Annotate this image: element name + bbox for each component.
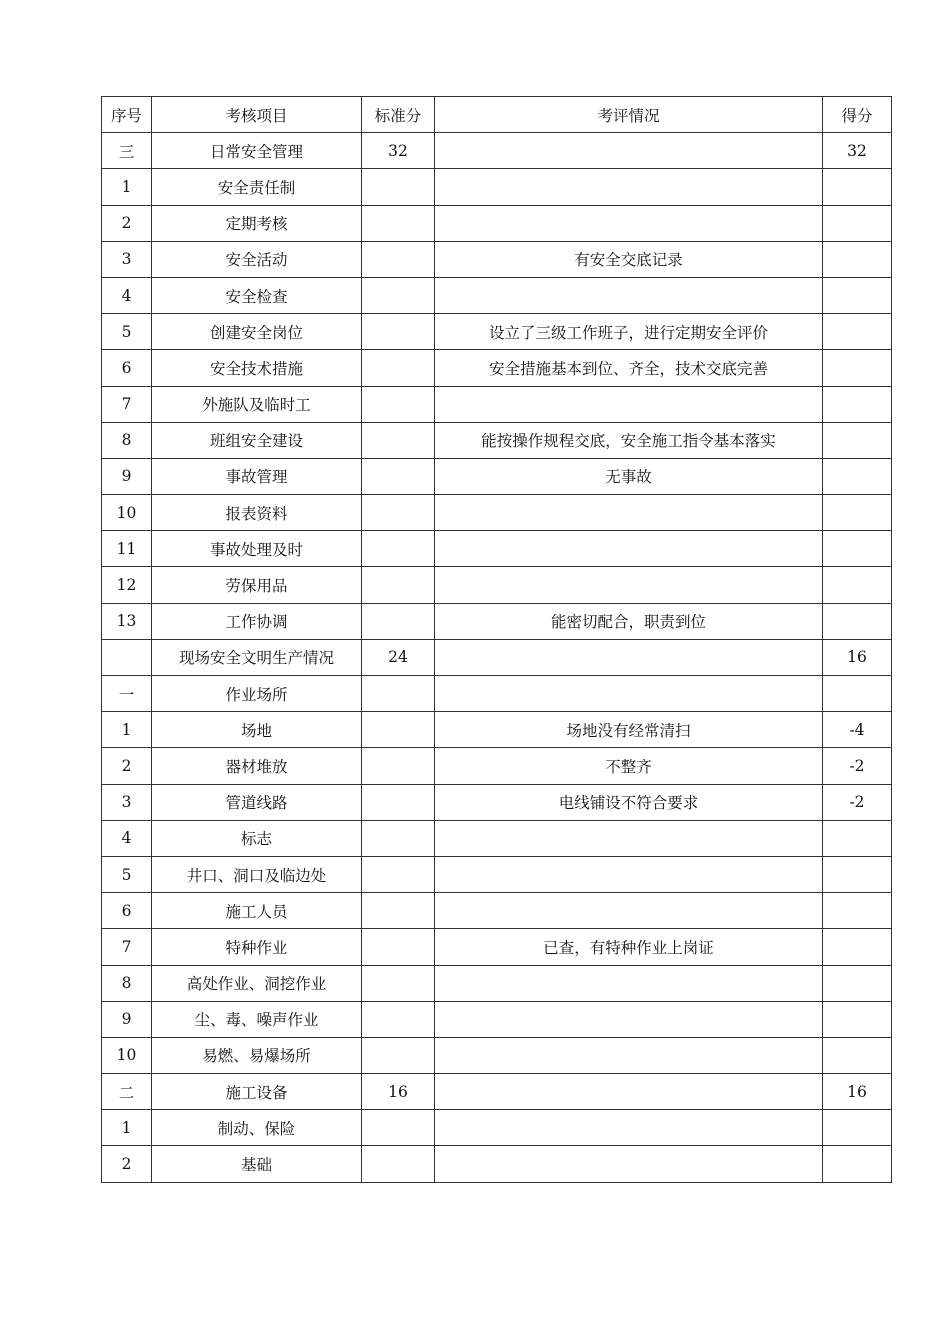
- cell-serial-no: 2: [102, 1146, 152, 1182]
- cell-assessment-item: 班组安全建设: [152, 422, 362, 458]
- cell-standard-score: [362, 748, 435, 784]
- table-row: [102, 1110, 892, 1146]
- table-row: [102, 567, 892, 603]
- cell-serial-no: 2: [102, 205, 152, 241]
- table-row: [102, 929, 892, 965]
- cell-serial-no: 11: [102, 531, 152, 567]
- cell-score: [823, 314, 892, 350]
- cell-score: -4: [823, 712, 892, 748]
- cell-assessment-item: 外施队及临时工: [152, 386, 362, 422]
- cell-serial-no: 1: [102, 1110, 152, 1146]
- table-body: [102, 133, 892, 1182]
- cell-serial-no: 3: [102, 784, 152, 820]
- cell-score: [823, 603, 892, 639]
- cell-evaluation: 有安全交底记录: [435, 241, 823, 277]
- cell-assessment-item: 制动、保险: [152, 1110, 362, 1146]
- cell-assessment-item: 现场安全文明生产情况: [152, 639, 362, 675]
- cell-serial-no: 1: [102, 712, 152, 748]
- cell-score: -2: [823, 784, 892, 820]
- cell-standard-score: [362, 205, 435, 241]
- cell-assessment-item: 高处作业、洞挖作业: [152, 965, 362, 1001]
- cell-standard-score: 24: [362, 639, 435, 675]
- cell-standard-score: [362, 495, 435, 531]
- cell-serial-no: 10: [102, 495, 152, 531]
- cell-evaluation: [435, 277, 823, 313]
- cell-evaluation: 安全措施基本到位、齐全，技术交底完善: [435, 350, 823, 386]
- cell-standard-score: [362, 603, 435, 639]
- cell-evaluation: 电线铺设不符合要求: [435, 784, 823, 820]
- table-row: [102, 241, 892, 277]
- cell-serial-no: 8: [102, 965, 152, 1001]
- cell-assessment-item: 尘、毒、噪声作业: [152, 1001, 362, 1037]
- cell-evaluation: 能密切配合，职责到位: [435, 603, 823, 639]
- cell-evaluation: 已查，有特种作业上岗证: [435, 929, 823, 965]
- cell-assessment-item: 基础: [152, 1146, 362, 1182]
- cell-serial-no: 9: [102, 458, 152, 494]
- cell-score: [823, 531, 892, 567]
- cell-evaluation: [435, 965, 823, 1001]
- cell-assessment-item: 事故处理及时: [152, 531, 362, 567]
- cell-score: 16: [823, 1074, 892, 1110]
- cell-score: [823, 893, 892, 929]
- table-header-row: [102, 97, 892, 133]
- cell-assessment-item: 劳保用品: [152, 567, 362, 603]
- table-row: [102, 893, 892, 929]
- cell-evaluation: [435, 1074, 823, 1110]
- cell-score: [823, 495, 892, 531]
- table-row: [102, 712, 892, 748]
- cell-standard-score: [362, 1037, 435, 1073]
- cell-evaluation: 无事故: [435, 458, 823, 494]
- table-row: [102, 748, 892, 784]
- cell-standard-score: [362, 386, 435, 422]
- cell-standard-score: [362, 422, 435, 458]
- cell-score: [823, 856, 892, 892]
- cell-assessment-item: 施工设备: [152, 1074, 362, 1110]
- cell-assessment-item: 安全技术措施: [152, 350, 362, 386]
- table-row: [102, 422, 892, 458]
- cell-evaluation: [435, 856, 823, 892]
- cell-standard-score: [362, 169, 435, 205]
- cell-serial-no: 9: [102, 1001, 152, 1037]
- cell-standard-score: [362, 820, 435, 856]
- table-row: [102, 277, 892, 313]
- cell-assessment-item: 井口、洞口及临边处: [152, 856, 362, 892]
- header-serial-no: 序号: [102, 97, 152, 133]
- cell-standard-score: [362, 929, 435, 965]
- cell-serial-no: 2: [102, 748, 152, 784]
- table-row: [102, 1146, 892, 1182]
- table-row: [102, 1001, 892, 1037]
- cell-score: [823, 676, 892, 712]
- cell-serial-no: 二: [102, 1074, 152, 1110]
- cell-standard-score: [362, 784, 435, 820]
- cell-serial-no: [102, 639, 152, 675]
- cell-evaluation: [435, 893, 823, 929]
- cell-assessment-item: 场地: [152, 712, 362, 748]
- cell-score: [823, 350, 892, 386]
- cell-serial-no: 5: [102, 856, 152, 892]
- cell-standard-score: [362, 277, 435, 313]
- cell-assessment-item: 工作协调: [152, 603, 362, 639]
- cell-standard-score: [362, 893, 435, 929]
- safety-assessment-table: [101, 96, 892, 1183]
- cell-serial-no: 6: [102, 350, 152, 386]
- cell-score: [823, 458, 892, 494]
- table-row: [102, 133, 892, 169]
- table-row: [102, 603, 892, 639]
- header-evaluation: 考评情况: [435, 97, 823, 133]
- cell-score: [823, 169, 892, 205]
- table-row: [102, 784, 892, 820]
- cell-assessment-item: 器材堆放: [152, 748, 362, 784]
- cell-serial-no: 12: [102, 567, 152, 603]
- table-row: [102, 350, 892, 386]
- cell-serial-no: 6: [102, 893, 152, 929]
- cell-evaluation: [435, 639, 823, 675]
- cell-score: [823, 241, 892, 277]
- cell-score: [823, 1037, 892, 1073]
- cell-score: [823, 567, 892, 603]
- cell-evaluation: [435, 1037, 823, 1073]
- cell-standard-score: [362, 567, 435, 603]
- cell-serial-no: 7: [102, 929, 152, 965]
- cell-score: [823, 277, 892, 313]
- cell-assessment-item: 易燃、易爆场所: [152, 1037, 362, 1073]
- table-row: [102, 531, 892, 567]
- cell-assessment-item: 日常安全管理: [152, 133, 362, 169]
- cell-assessment-item: 安全责任制: [152, 169, 362, 205]
- assessment-sheet: [101, 96, 891, 1183]
- table-row: [102, 314, 892, 350]
- cell-score: -2: [823, 748, 892, 784]
- cell-assessment-item: 作业场所: [152, 676, 362, 712]
- cell-serial-no: 一: [102, 676, 152, 712]
- table-row: [102, 1074, 892, 1110]
- cell-standard-score: [362, 350, 435, 386]
- cell-standard-score: 32: [362, 133, 435, 169]
- cell-assessment-item: 安全检查: [152, 277, 362, 313]
- table-row: [102, 856, 892, 892]
- cell-evaluation: 设立了三级工作班子，进行定期安全评价: [435, 314, 823, 350]
- cell-evaluation: [435, 386, 823, 422]
- cell-standard-score: [362, 531, 435, 567]
- cell-evaluation: 场地没有经常清扫: [435, 712, 823, 748]
- table-row: [102, 458, 892, 494]
- cell-evaluation: [435, 820, 823, 856]
- cell-score: [823, 1146, 892, 1182]
- table-row: [102, 965, 892, 1001]
- cell-assessment-item: 管道线路: [152, 784, 362, 820]
- cell-score: [823, 965, 892, 1001]
- cell-standard-score: [362, 1001, 435, 1037]
- header-standard-score: 标准分: [362, 97, 435, 133]
- cell-evaluation: [435, 1001, 823, 1037]
- cell-assessment-item: 标志: [152, 820, 362, 856]
- cell-serial-no: 10: [102, 1037, 152, 1073]
- cell-assessment-item: 特种作业: [152, 929, 362, 965]
- header-score: 得分: [823, 97, 892, 133]
- cell-score: [823, 1001, 892, 1037]
- table-row: [102, 1037, 892, 1073]
- cell-score: [823, 205, 892, 241]
- header-assessment-item: 考核项目: [152, 97, 362, 133]
- cell-standard-score: [362, 1146, 435, 1182]
- cell-assessment-item: 创建安全岗位: [152, 314, 362, 350]
- cell-assessment-item: 事故管理: [152, 458, 362, 494]
- cell-evaluation: [435, 205, 823, 241]
- cell-standard-score: [362, 314, 435, 350]
- cell-serial-no: 5: [102, 314, 152, 350]
- cell-score: [823, 386, 892, 422]
- cell-score: [823, 422, 892, 458]
- cell-score: 32: [823, 133, 892, 169]
- table-row: [102, 495, 892, 531]
- cell-evaluation: 能按操作规程交底，安全施工指令基本落实: [435, 422, 823, 458]
- cell-standard-score: 16: [362, 1074, 435, 1110]
- cell-standard-score: [362, 676, 435, 712]
- cell-standard-score: [362, 458, 435, 494]
- table-row: [102, 205, 892, 241]
- cell-serial-no: 4: [102, 277, 152, 313]
- cell-assessment-item: 安全活动: [152, 241, 362, 277]
- cell-serial-no: 8: [102, 422, 152, 458]
- cell-serial-no: 3: [102, 241, 152, 277]
- cell-assessment-item: 报表资料: [152, 495, 362, 531]
- cell-score: [823, 929, 892, 965]
- cell-assessment-item: 施工人员: [152, 893, 362, 929]
- cell-serial-no: 7: [102, 386, 152, 422]
- cell-score: [823, 1110, 892, 1146]
- cell-evaluation: [435, 567, 823, 603]
- cell-serial-no: 三: [102, 133, 152, 169]
- cell-standard-score: [362, 965, 435, 1001]
- cell-evaluation: [435, 1110, 823, 1146]
- cell-serial-no: 1: [102, 169, 152, 205]
- cell-standard-score: [362, 712, 435, 748]
- cell-standard-score: [362, 1110, 435, 1146]
- cell-serial-no: 4: [102, 820, 152, 856]
- cell-score: 16: [823, 639, 892, 675]
- table-row: [102, 386, 892, 422]
- cell-score: [823, 820, 892, 856]
- cell-standard-score: [362, 856, 435, 892]
- cell-assessment-item: 定期考核: [152, 205, 362, 241]
- cell-evaluation: [435, 133, 823, 169]
- table-row: [102, 820, 892, 856]
- cell-evaluation: [435, 495, 823, 531]
- table-row: [102, 676, 892, 712]
- table-row: [102, 169, 892, 205]
- table-row: [102, 639, 892, 675]
- cell-evaluation: [435, 531, 823, 567]
- cell-standard-score: [362, 241, 435, 277]
- cell-evaluation: [435, 1146, 823, 1182]
- cell-serial-no: 13: [102, 603, 152, 639]
- cell-evaluation: [435, 676, 823, 712]
- cell-evaluation: [435, 169, 823, 205]
- cell-evaluation: 不整齐: [435, 748, 823, 784]
